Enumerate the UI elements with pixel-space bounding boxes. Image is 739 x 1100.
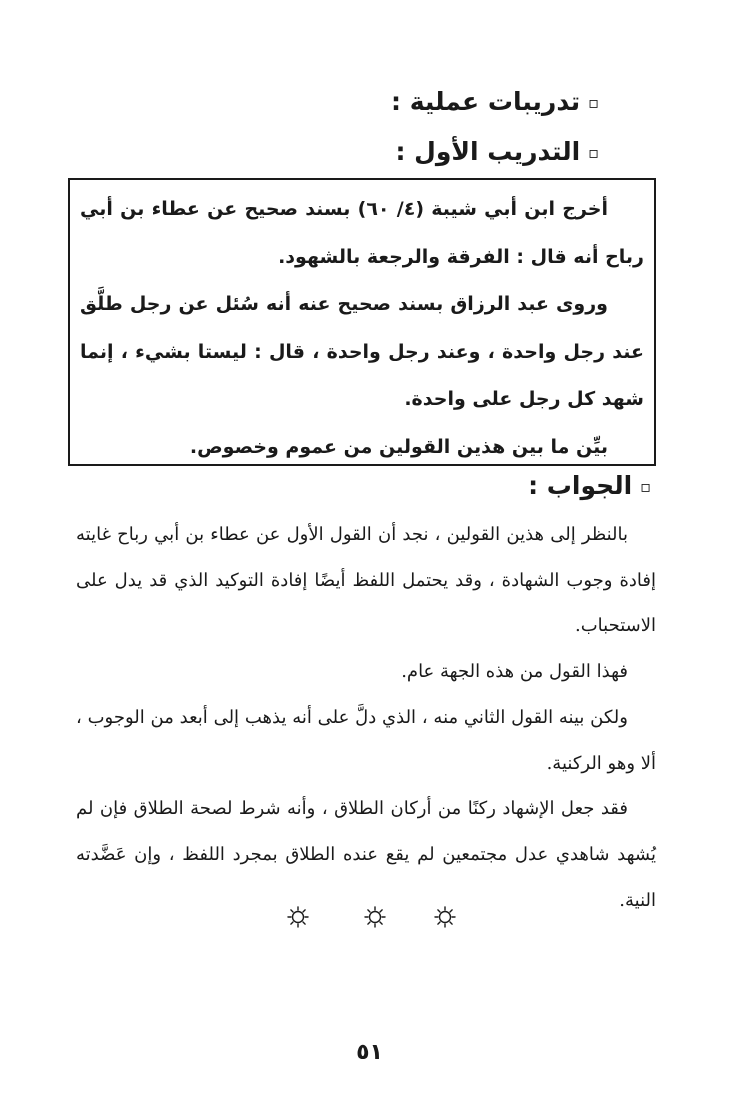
exercise-paragraph: أخرج ابن أبي شيبة (٤/ ٦٠) بسند صحيح عن عطاء بن أبي رباح أنه قال : الفرقة والرجعة بالشهود.	[80, 198, 644, 268]
answer-paragraph: بالنظر إلى هذين القولين ، نجد أن القول الأول عن عطاء بن أبي رباح غايته إفادة وجوب الشهادة ، وقد يحتمل اللفظ أيضًا إفادة التوكيد الذي قد يدل على الاستحباب.	[76, 524, 656, 637]
heading-text: التدريب الأول :	[395, 137, 581, 166]
square-bullet-icon: ▫	[588, 93, 599, 112]
star-flower-ornament-icon	[287, 906, 309, 928]
answer-paragraph: فهذا القول من هذه الجهة عام.	[401, 661, 628, 683]
star-flower-ornament-icon	[434, 906, 456, 928]
answer-paragraph: ولكن بينه القول الثاني منه ، الذي دلَّ على أنه يذهب إلى أبعد من الوجوب ، ألا وهو الركنية.	[76, 706, 656, 774]
section-divider-ornaments	[0, 906, 739, 936]
square-bullet-icon: ▫	[588, 143, 599, 162]
star-flower-ornament-icon	[364, 906, 386, 928]
square-bullet-icon: ▫	[640, 477, 651, 496]
heading-text: تدريبات عملية :	[391, 87, 581, 116]
heading-practical-exercises	[391, 82, 599, 123]
heading-text: الجواب :	[528, 471, 633, 500]
exercise-paragraph: وروى عبد الرزاق بسند صحيح عنه أنه سُئل عن رجل طلَّق عند رجل واحدة ، وعند رجل واحدة ، قال : ليستا بشيء ، إنما شهد كل رجل على واحدة.	[80, 293, 644, 410]
heading-answer	[528, 466, 651, 507]
exercise-paragraph: بيِّن ما بين هذين القولين من عموم وخصوص.	[189, 435, 608, 458]
heading-first-exercise	[395, 132, 599, 173]
answer-paragraph: فقد جعل الإشهاد ركنًا من أركان الطلاق ، وأنه شرط لصحة الطلاق فإن لم يُشهد شاهدي عدل مجتمعين لم يقع عنده الطلاق بمجرد اللفظ ، وإن عَضَّدته النية.	[76, 798, 656, 911]
answer-body	[76, 512, 656, 923]
exercise-box	[68, 178, 656, 466]
page-number: ٥١	[356, 1040, 383, 1065]
